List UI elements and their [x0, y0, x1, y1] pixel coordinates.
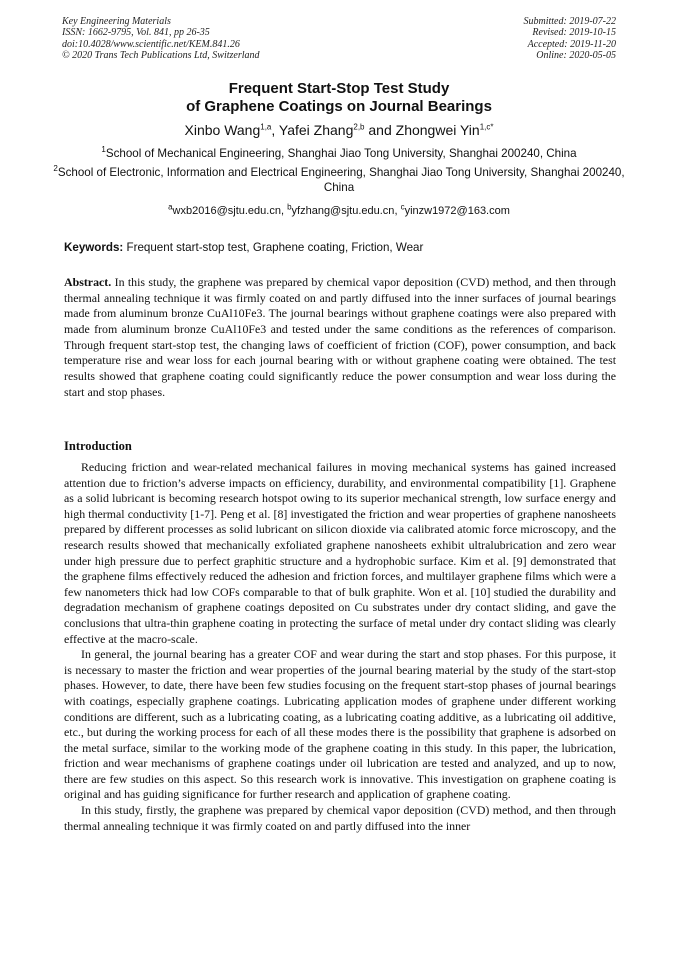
affiliation-text: School of Electronic, Information and Electrical Engineering, Shanghai Jiao Tong University, Shanghai 200240, China [57, 166, 625, 194]
publication-dates [524, 16, 617, 62]
paragraph: In general, the journal bearing has a greater COF and wear during the start and stop phases. For this purpose, it is necessary to master the friction and wear properties of the journal bearing material by the study of the start-stop phases. However, to date, there have been few studies focusing on the frequent start-stop phases of journal bearings with coatings, especially graphene coatings. Lubricating application modes of graphene under different working conditions are different, such as a lubricating coating, as a lubricating coating additive, as a lubricating oil additive, etc., but during the working process for each of all these modes there is the possibility that graphene is adsorbed on the metal surface, similar to the working mode of the graphene coating in this study. In this paper, the lubrication, friction and wear mechanisms of graphene coatings under oil lubrication are tested and analyzed, and up to now, there are few studies on this aspect. So this research work is innovative. This investigation on graphene coating is original and has guiding significance for further research and application of graphene coating. [64, 647, 616, 802]
introduction-body [64, 460, 616, 834]
date-accepted: Accepted: 2019-11-20 [527, 38, 616, 50]
email-mark: c [400, 202, 405, 212]
title-block [40, 80, 638, 218]
section-heading-introduction: Introduction [64, 439, 132, 453]
abstract [64, 275, 616, 400]
paper-title-line-1: Frequent Start-Stop Test Study [228, 80, 450, 97]
email-link[interactable]: wxb2016@sjtu.edu.cn [172, 205, 281, 217]
affiliation [40, 165, 638, 195]
paragraph: Reducing friction and wear-related mechanical failures in moving mechanical systems has gained increased attention due to friction’s adverse impacts on efficiency, durability, and environmental compatibility [1]. Graphene as a solid lubricant is becoming research hotspot owing to its superior mechanical strength, low surface energy and high thermal conductivity [1-7]. Peng et al. [8] investigated the friction and wear properties of graphene nanosheets prepared by different processes as solid lubricant on silicon dioxide via calibrated atomic force microscopy, and the research results showed that mechanically exfoliated graphene nanosheets exhibit ultralubrication and zero wear under high pressure due to perfect graphitic structure and a hydrophobic surface. Kim et al. [9] demonstrated that the graphene films effectively reduced the adhesion and friction forces, and multilayer graphene films which were a few nanometers thick had low COFs comparable to that of bulk graphite. Won et al. [10] studied the durability and degradation mechanism of graphene coatings deposited on Cu substrates under dry contact sliding, and gave the conclusions that ultra-thin graphene coating in protecting the surface of metal under dry contact sliding was clearly effective at the macro-scale. [64, 460, 616, 646]
email-link[interactable]: yfzhang@sjtu.edu.cn [291, 205, 395, 217]
author-name: Xinbo Wang [184, 122, 261, 138]
author-name: Zhongwei Yin [395, 122, 480, 138]
author-separator: , [271, 122, 279, 138]
affiliation-text: School of Mechanical Engineering, Shanghai Jiao Tong University, Shanghai 200240, China [105, 147, 577, 160]
email-list: $^a$wxb2016@sjtu.edu.cn, $^b$yfzhang@sjtu.edu.cn, $^c$yinzw1972@163.com [168, 202, 510, 217]
journal-copyright: © 2020 Trans Tech Publications Ltd, Switzerland [62, 50, 260, 62]
journal-doi: doi:10.4028/www.scientific.net/KEM.841.26 [62, 38, 240, 50]
keywords-text: Frequent start-stop test, Graphene coating, Friction, Wear [126, 241, 424, 254]
paper-title-line-2: of Graphene Coatings on Journal Bearings [186, 98, 492, 115]
date-submitted: Submitted: 2019-07-22 [523, 16, 616, 27]
email-link[interactable]: yinzw1972@163.com [404, 205, 510, 217]
author-affiliation-mark: 1,a [260, 122, 272, 132]
keywords [64, 241, 616, 255]
journal-name: Key Engineering Materials [62, 16, 171, 27]
paper-title [40, 80, 638, 116]
author-affiliation-mark: 2,b [353, 122, 365, 132]
author-name: Yafei Zhang [278, 122, 354, 138]
date-revised: Revised: 2019-10-15 [532, 27, 616, 39]
email-mark: a [168, 202, 173, 212]
author-list [40, 120, 638, 140]
journal-issn: ISSN: 1662-9795, Vol. 841, pp 26-35 [62, 27, 210, 39]
email-mark: b [287, 202, 292, 212]
affiliation-mark: 1 [101, 145, 106, 155]
keywords-label: Keywords: [64, 241, 124, 254]
affiliation [40, 146, 638, 161]
journal-info [62, 16, 260, 62]
author-separator: and [364, 122, 396, 138]
paragraph: In this study, firstly, the graphene was prepared by chemical vapor deposition (CVD) method, and then through thermal annealing technique it was firmly coated on and partly diffused into the inner [64, 803, 616, 833]
abstract-text: In this study, the graphene was prepared by chemical vapor deposition (CVD) method, and then through thermal annealing technique it was firmly coated on and partly diffused into the inner surfaces of journal bearings made from aluminum bronze CuAl10Fe3. The journal bearings without graphene coatings were also prepared with made from aluminum bronze CuAl10Fe3 and tested under the same conditions as the references of comparison. Through frequent start-stop test, the changing laws of coefficient of friction (COF), power consumption, and back temperature rise and wear loss for each journal bearing with or without graphene coating were obtained. The test results showed that graphene coating could significantly reduce the power consumption and wear loss during the start and stop phases. [64, 275, 616, 399]
date-online: Online: 2020-05-05 [536, 50, 616, 62]
abstract-label: Abstract. [64, 275, 112, 289]
affiliation-mark: 2 [53, 164, 58, 174]
author-affiliation-mark: 1,c* [479, 122, 494, 132]
